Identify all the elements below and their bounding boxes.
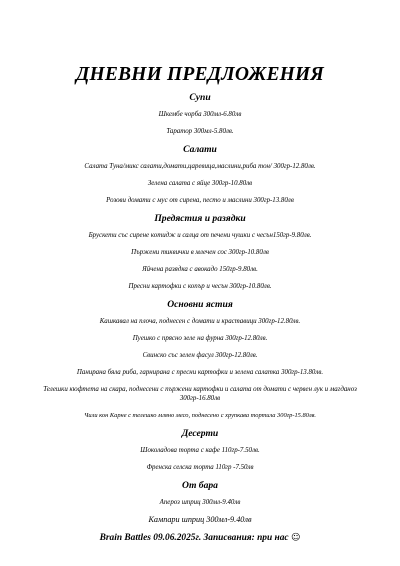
menu-item: Пресни картофки с копър и чесън 300гр-10.80лв.: [128, 283, 272, 290]
menu-item: Таратор 300мл-5.80лв.: [166, 128, 234, 135]
menu-item: Пуешко с прясно зеле на фурна 300гр-12.80лв.: [132, 335, 268, 342]
menu-item: Шкембе чорба 300мл-6.80лв: [158, 111, 242, 118]
section-heading: От бара: [182, 480, 218, 491]
section-heading: Десерти: [181, 428, 219, 439]
menu-title: ДНЕВНИ ПРЕДЛОЖЕНИЯ: [75, 64, 325, 85]
section-salads: [0, 144, 400, 205]
menu-item: Апероз шприц 300мл-9.40лв: [159, 499, 241, 506]
menu-item: Зелена салата с яйце 300гр-10.80лв: [147, 180, 253, 187]
section-heading: Супи: [189, 92, 211, 103]
menu-item: Пържени тиквички в млечен сос 300гр-10.80лв: [131, 249, 269, 256]
event-text: Brain Battles 09.06.2025г. Записвания: при нас: [99, 533, 289, 543]
menu-item: Кашкавал на плоча, поднесен с домати и краставици 300гр-12.80лв.: [99, 318, 301, 325]
section-heading: Салати: [183, 144, 217, 155]
section-main-courses: [0, 299, 400, 420]
menu-item: Салата Туна/микс салати,домати,царевица,маслини,риба тон/ 300гр-12.80лв.: [84, 163, 316, 170]
menu-item: Брускети със сирене котидж и салца от печени чушки с чесън150гр-9.80лв.: [88, 232, 312, 239]
section-bar: [0, 480, 400, 524]
section-heading: Основни ястия: [167, 299, 233, 310]
section-desserts: [0, 428, 400, 472]
menu-item: Розови домати с мус от сирена, песто и маслини 300гр-13.80лв: [106, 197, 294, 204]
section-soups: [0, 92, 400, 136]
menu-item: Панирана бяла риба, гарнирана с пресни картофки и зелена салатка 300гр-13.80лв.: [76, 369, 324, 376]
menu-item: Френска селска торта 110гр -7.50лв: [146, 464, 254, 471]
event-announcement: [0, 532, 400, 544]
section-starters: [0, 213, 400, 291]
menu-item: Яйчена разядка с авокадо 150гр-9.80лв.: [142, 266, 258, 273]
menu-item: Шоколадова торта с кафе 110гр-7.50лв.: [140, 447, 260, 454]
menu-item: Кампари шприц 300мл-9.40лв: [148, 515, 252, 524]
menu-item: Чили кон Карне с телешко мляно месо, поднесено с хрупкава тортила 300гр-15.80лв.: [84, 412, 316, 419]
menu-item: Телешки кюфтета на скара, поднесени с пържени картофки и салата от домати с червен лук и магданоз 300гр-16.80лв: [43, 386, 357, 402]
section-heading: Предястия и разядки: [154, 213, 246, 224]
smiley-icon: ☺: [290, 533, 301, 543]
menu-item: Свинско със зелен фасул 300гр-12.80лв.: [142, 352, 258, 359]
